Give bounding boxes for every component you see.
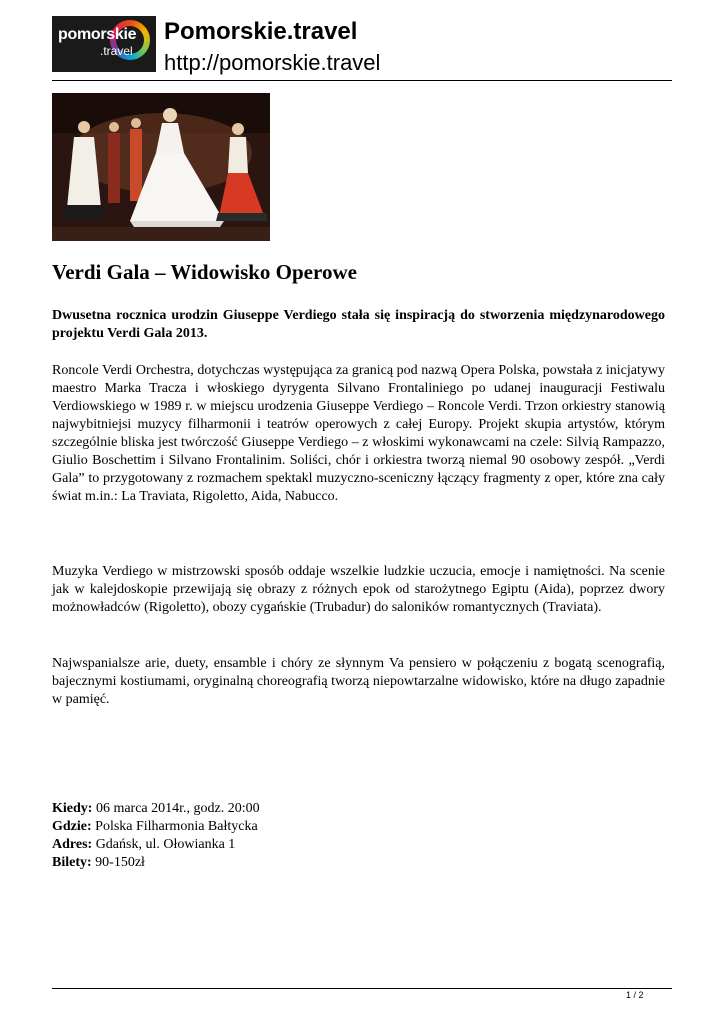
- opera-scene-image: [52, 93, 270, 241]
- site-title: Pomorskie.travel: [164, 18, 358, 45]
- opera-performance-photo: [52, 93, 270, 241]
- site-url: http://pomorskie.travel: [164, 50, 381, 75]
- article-lead: Dwusetna rocznica urodzin Giuseppe Verdiego stała się inspiracją do stworzenia międzynarodowego projektu Verdi Gala 2013.: [52, 308, 665, 341]
- article-title: Verdi Gala – Widowisko Operowe: [52, 260, 357, 284]
- event-address: [52, 836, 260, 854]
- when-value: 06 marca 2014r., godz. 20:00: [92, 801, 260, 816]
- where-value: Polska Filharmonia Bałtycka: [91, 819, 258, 834]
- event-where: [52, 818, 260, 836]
- address-label: Adres:: [52, 837, 93, 852]
- pomorskie-travel-logo: [52, 16, 156, 72]
- logo-sub: .travel: [100, 44, 133, 58]
- event-when: [52, 800, 260, 818]
- when-label: Kiedy:: [52, 801, 93, 816]
- tickets-label: Bilety:: [52, 855, 92, 870]
- article-paragraph: Najwspanialsze arie, duety, ensamble i chóry ze słynnym Va pensiero w połączeniu z bogatą scenografią, bajecznymi kostiumami, oryginalną choreografią tworzą niepowtarzalne widowisko, które na długo zapadnie w pamięć.: [52, 656, 665, 707]
- page-number: 1 / 2: [626, 990, 644, 1000]
- header-divider: [52, 80, 672, 81]
- article-paragraph: Muzyka Verdiego w mistrzowski sposób oddaje wszelkie ludzkie uczucia, emocje i namiętności. Na scenie jak w kalejdoskopie przewijają się obrazy z różnych epok od starożytnego Egiptu (Aida), poprzez dwory możnowładców (Rigoletto), obozy cygańskie (Trubadur) do saloników romantycznych (Traviata).: [52, 564, 665, 615]
- article-paragraph: Roncole Verdi Orchestra, dotychczas występująca za granicą pod nazwą Opera Polska, powstała z inicjatywy maestro Marka Tracza i włoskiego dyrygenta Silvano Frontaliniego po udanej inauguracji Festiwalu Verdiowskiego w 1989 r. w miejscu urodzenia Giuseppe Verdiego – Roncole Verdi. Trzon orkiestry stanowią najwybitniejsi muzycy filharmonii i teatrów operowych z całej Europy. Projekt skupia artystów, którym szczególnie bliska jest twórczość Giuseppe Verdiego – z włoskimi wykonawcami na czele: Silvią Rampazzo, Giulio Boschettim i Silvano Frontalinim. Soliści, chór i orkiestra tworzą niemal 90 osobowy zespół. „Verdi Gala” to przygotowany z rozmachem spektakl muzyczno-sceniczny łączący fragmenty z oper, które zna cały świat m.in.: La Traviata, Rigoletto, Aida, Nabucco.: [52, 363, 665, 504]
- event-tickets: [52, 854, 260, 872]
- footer-divider: [52, 988, 672, 989]
- where-label: Gdzie:: [52, 819, 92, 834]
- tickets-value: 90-150zł: [91, 855, 145, 870]
- address-value: Gdańsk, ul. Ołowianka 1: [92, 837, 236, 852]
- logo-name: pomorskie: [58, 26, 137, 43]
- event-details: [52, 800, 260, 872]
